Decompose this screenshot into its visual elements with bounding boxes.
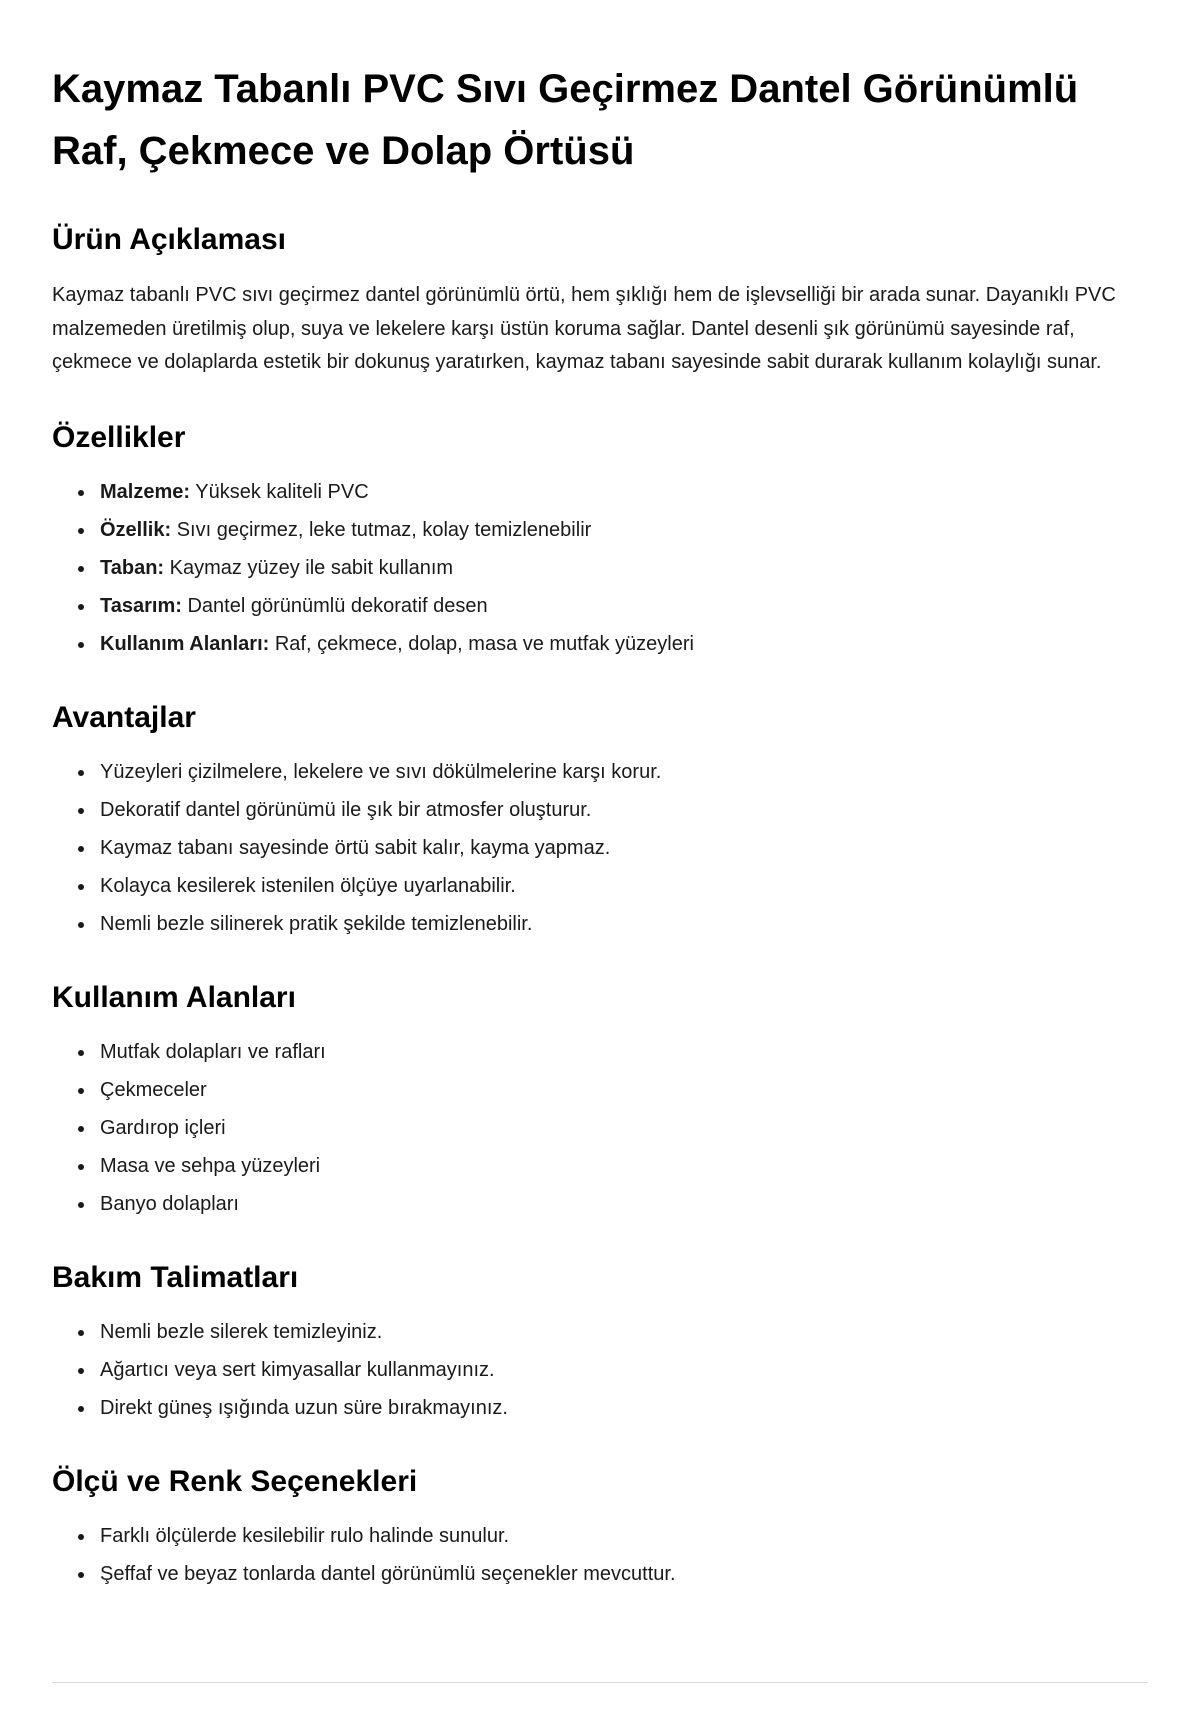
- advantages-heading: Avantajlar: [52, 700, 196, 734]
- list-item: [96, 477, 1148, 508]
- page-title: Kaymaz Tabanlı PVC Sıvı Geçirmez Dantel Görünümlü Raf, Çekmece ve Dolap Örtüsü: [52, 67, 1079, 173]
- feature-label: Kullanım Alanları:: [100, 632, 270, 655]
- list-item: • Şeffaf ve beyaz tonlarda dantel görünümlü seçenekler mevcuttur.: [96, 1559, 1148, 1590]
- usage-areas-heading: Kullanım Alanları: [52, 980, 296, 1014]
- advantages-list: [52, 757, 1148, 940]
- size-color-list: [52, 1521, 1148, 1590]
- list-item: • Kolayca kesilerek istenilen ölçüye uyarlanabilir.: [96, 871, 1148, 902]
- description-paragraph: Kaymaz tabanlı PVC sıvı geçirmez dantel görünümlü örtü, hem şıklığı hem de işlevselliği bir arada sunar. Dayanıklı PVC malzemeden üretilmiş olup, suya ve lekelere karşı üstün koruma sağlar. Dantel desenli şık görünümü sayesinde raf, çekmece ve dolaplarda estetik bir dokunuş yaratırken, kaymaz tabanı sayesinde sabit durarak kullanım kolaylığı sunar.: [52, 284, 1116, 374]
- section-advantages: [52, 698, 1148, 940]
- feature-label: Taban:: [100, 556, 165, 579]
- list-item: • Çekmeceler: [96, 1075, 1148, 1106]
- features-heading: Özellikler: [52, 420, 186, 454]
- list-item: • Nemli bezle silerek temizleyiniz.: [96, 1317, 1148, 1348]
- feature-label: Malzeme:: [100, 480, 191, 503]
- section-features: [52, 418, 1148, 660]
- description-heading: Ürün Açıklaması: [52, 223, 286, 256]
- list-item: • Nemli bezle silinerek pratik şekilde temizlenebilir.: [96, 909, 1148, 940]
- list-item: • Gardırop içleri: [96, 1113, 1148, 1144]
- list-item: • Banyo dolapları: [96, 1189, 1148, 1220]
- list-item: [96, 553, 1148, 584]
- feature-text: Kaymaz yüzey ile sabit kullanım: [169, 556, 454, 579]
- list-item: • Masa ve sehpa yüzeyleri: [96, 1151, 1148, 1182]
- usage-areas-list: [52, 1037, 1148, 1220]
- bottom-divider: [52, 1682, 1148, 1683]
- list-item: • Kaymaz tabanı sayesinde örtü sabit kalır, kayma yapmaz.: [96, 833, 1148, 864]
- features-list: [52, 477, 1148, 660]
- list-item: [96, 591, 1148, 622]
- section-description: [52, 220, 1148, 380]
- section-usage-areas: [52, 978, 1148, 1220]
- list-item: • Yüzeyleri çizilmelere, lekelere ve sıvı dökülmelerine karşı korur.: [96, 757, 1148, 788]
- feature-text: Raf, çekmece, dolap, masa ve mutfak yüzeyleri: [274, 632, 694, 655]
- section-size-color: [52, 1462, 1148, 1590]
- feature-label: Özellik:: [100, 518, 172, 541]
- list-item: • Mutfak dolapları ve rafları: [96, 1037, 1148, 1068]
- feature-text: Sıvı geçirmez, leke tutmaz, kolay temizlenebilir: [176, 518, 592, 541]
- feature-text: Yüksek kaliteli PVC: [195, 480, 369, 503]
- list-item: [96, 515, 1148, 546]
- list-item: • Farklı ölçülerde kesilebilir rulo halinde sunulur.: [96, 1521, 1148, 1552]
- section-care: [52, 1258, 1148, 1424]
- list-item: • Ağartıcı veya sert kimyasallar kullanmayınız.: [96, 1355, 1148, 1386]
- care-heading: Bakım Talimatları: [52, 1260, 299, 1294]
- care-list: [52, 1317, 1148, 1424]
- feature-text: Dantel görünümlü dekoratif desen: [187, 594, 488, 617]
- list-item: [96, 629, 1148, 660]
- feature-label: Tasarım:: [100, 594, 182, 617]
- list-item: • Direkt güneş ışığında uzun süre bırakmayınız.: [96, 1393, 1148, 1424]
- size-color-heading: Ölçü ve Renk Seçenekleri: [52, 1464, 418, 1498]
- list-item: • Dekoratif dantel görünümü ile şık bir atmosfer oluşturur.: [96, 795, 1148, 826]
